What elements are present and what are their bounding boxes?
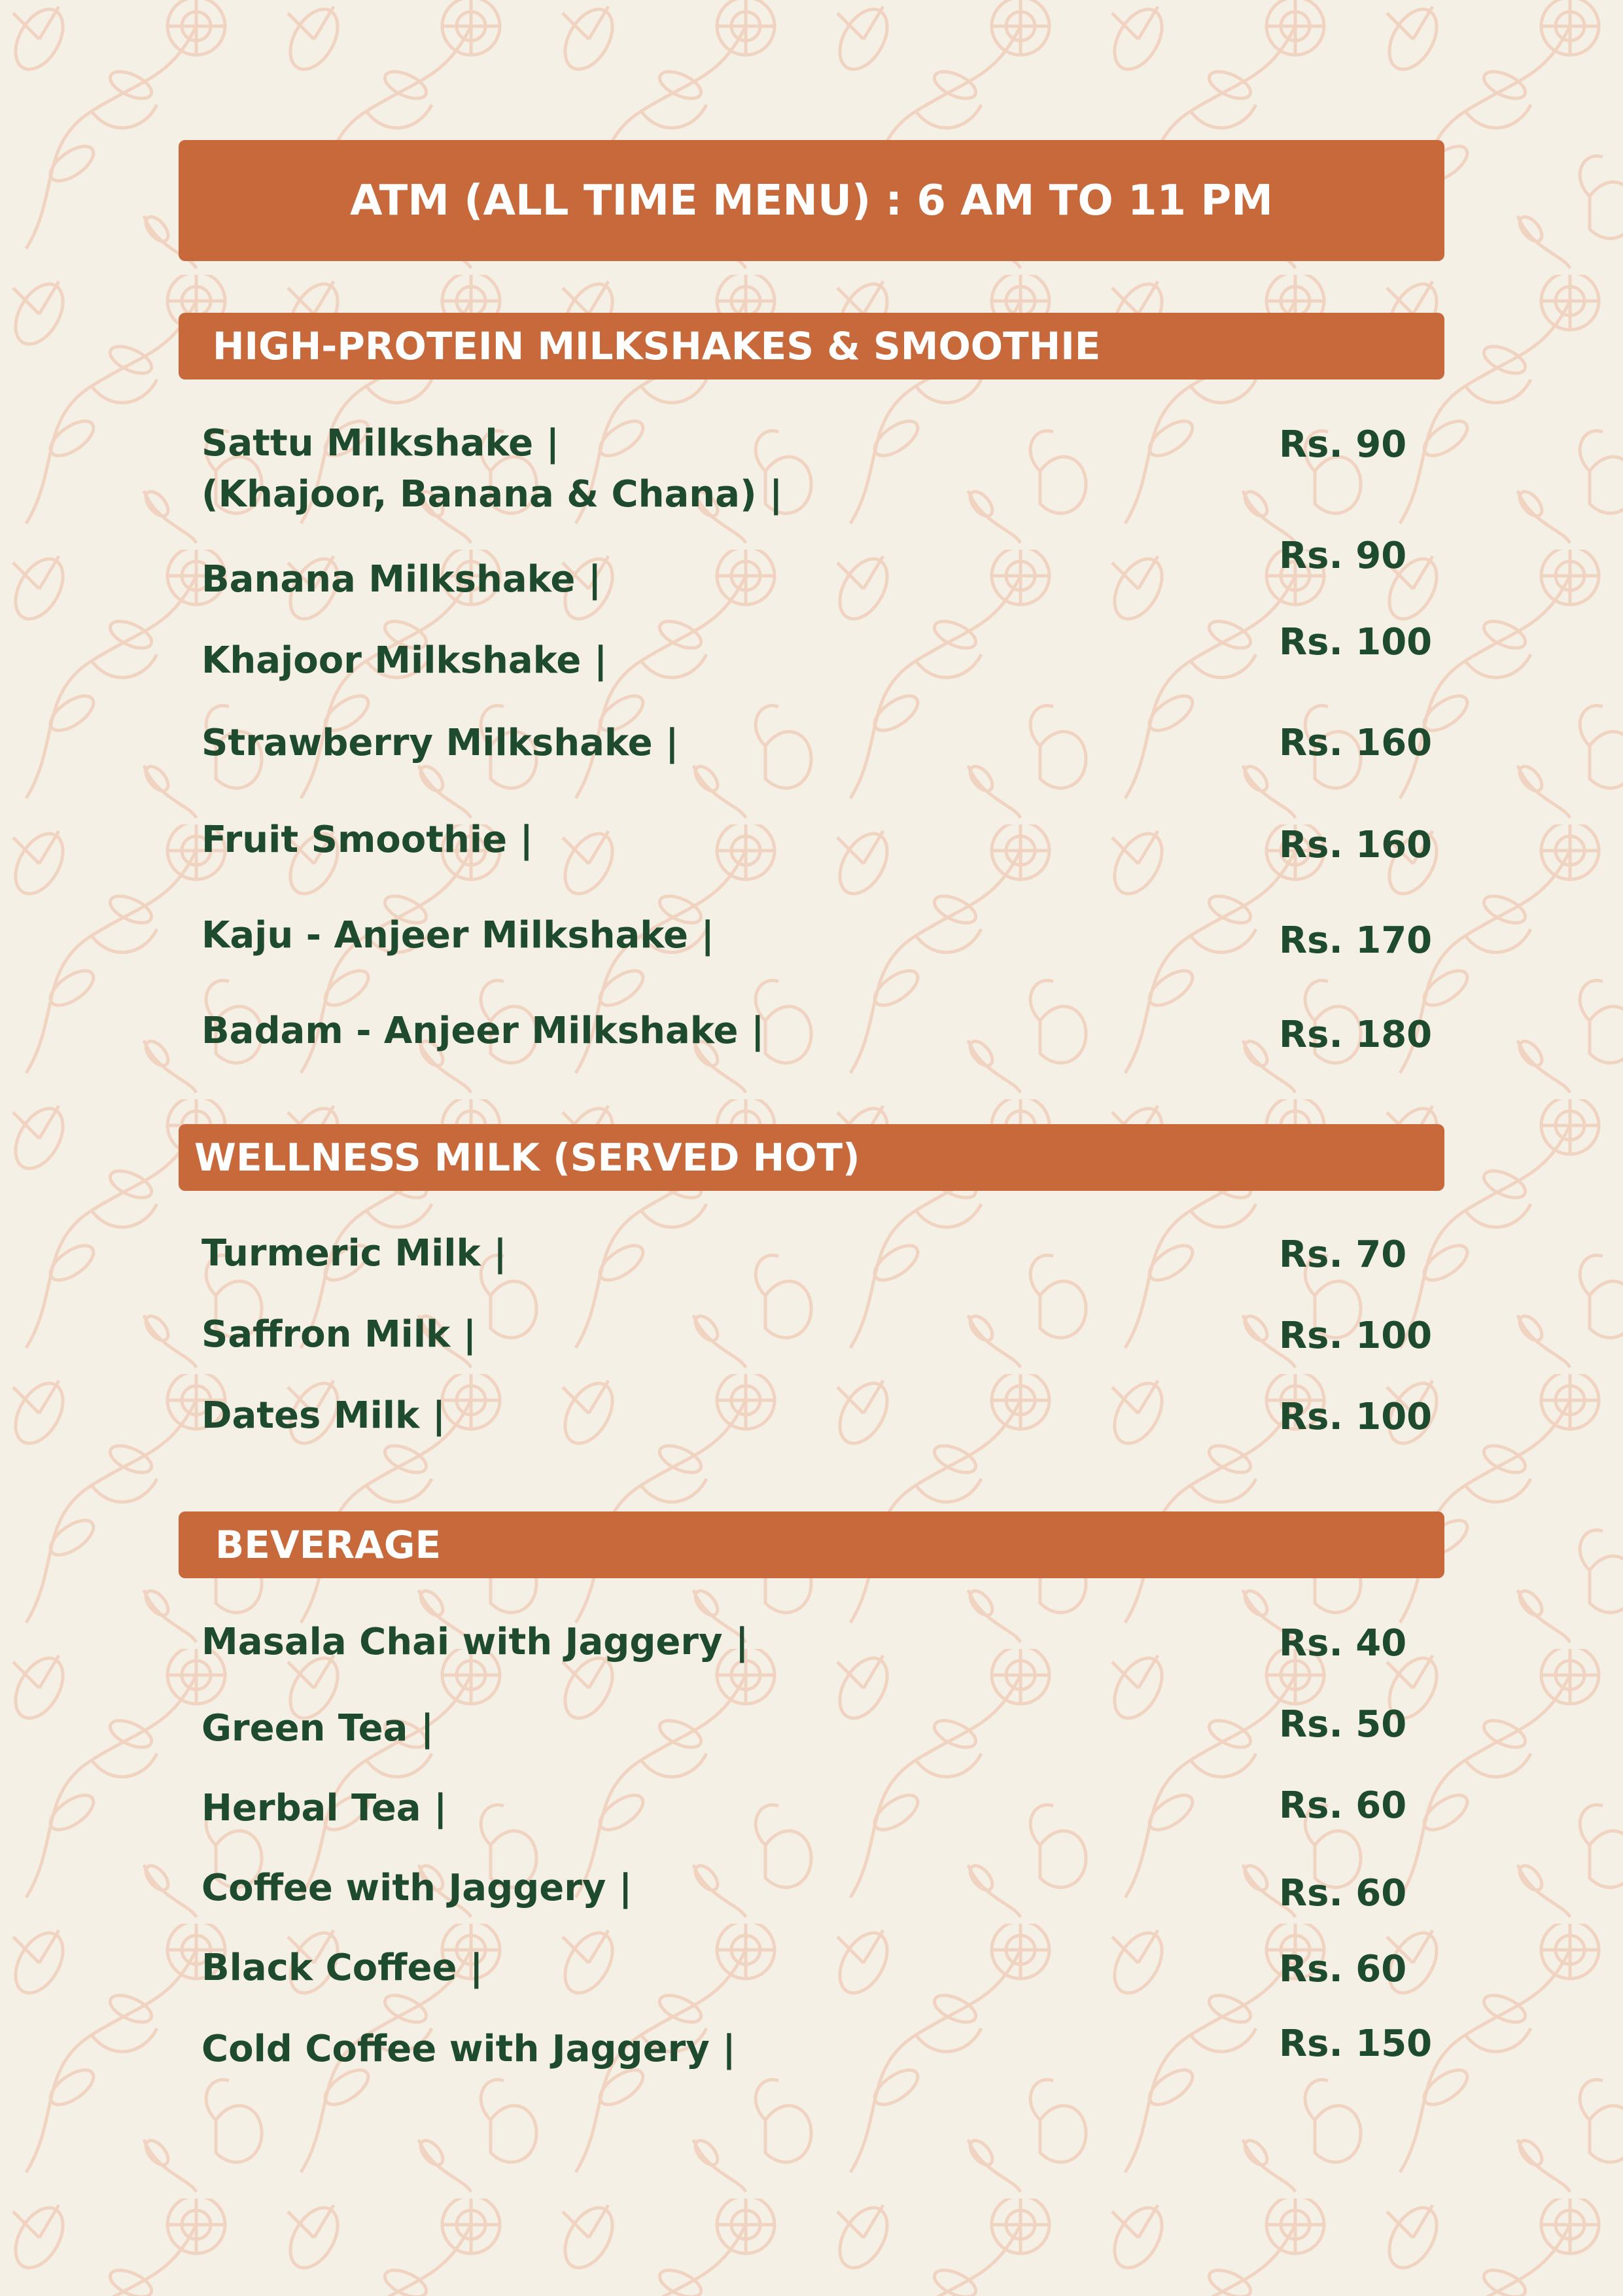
menu-title-banner <box>179 140 1444 261</box>
menu-item-price: Rs. 40 <box>1279 1622 1407 1665</box>
menu-item-price: Rs. 180 <box>1279 1014 1433 1056</box>
menu-item-name: Green Tea | <box>201 1707 434 1750</box>
menu-item-price: Rs. 60 <box>1279 1784 1407 1827</box>
menu-title: ATM (ALL TIME MENU) : 6 AM TO 11 PM <box>350 176 1273 225</box>
menu-item-price: Rs. 100 <box>1279 1396 1433 1438</box>
menu-item-price: Rs. 100 <box>1279 621 1433 663</box>
menu-item-price: Rs. 50 <box>1279 1703 1407 1746</box>
menu-item-price: Rs. 100 <box>1279 1315 1433 1357</box>
menu-item-name: Saffron Milk | <box>201 1313 477 1356</box>
menu-item-name: Black Coffee | <box>201 1947 483 1989</box>
menu-item-price: Rs. 170 <box>1279 919 1433 962</box>
section-title: HIGH-PROTEIN MILKSHAKES & SMOOTHIE <box>213 324 1101 368</box>
menu-item-name: Badam - Anjeer Milkshake | <box>201 1010 765 1052</box>
menu-item-price: Rs. 90 <box>1279 535 1407 577</box>
menu-item-name: Sattu Milkshake | <box>201 422 560 465</box>
section-header-wellness-milk <box>179 1124 1444 1191</box>
menu-item-name: Dates Milk | <box>201 1394 446 1437</box>
section-title: BEVERAGE <box>215 1523 442 1567</box>
menu-item-name: Turmeric Milk | <box>201 1232 507 1275</box>
menu-item-name: Khajoor Milkshake | <box>201 639 608 682</box>
menu-item-price: Rs. 150 <box>1279 2022 1433 2065</box>
section-title: WELLNESS MILK (SERVED HOT) <box>194 1135 860 1180</box>
menu-item-price: Rs. 90 <box>1279 423 1407 466</box>
menu-item-subname: (Khajoor, Banana & Chana) | <box>201 473 783 516</box>
menu-item-name: Kaju - Anjeer Milkshake | <box>201 914 714 957</box>
menu-item-price: Rs. 60 <box>1279 1872 1407 1915</box>
menu-item-price: Rs. 160 <box>1279 722 1433 764</box>
menu-item-name: Fruit Smoothie | <box>201 819 534 861</box>
section-header-milkshakes <box>179 313 1444 380</box>
menu-item-name: Herbal Tea | <box>201 1787 447 1829</box>
menu-item-price: Rs. 60 <box>1279 1948 1407 1990</box>
menu-item-name: Coffee with Jaggery | <box>201 1867 633 1909</box>
menu-item-name: Strawberry Milkshake | <box>201 722 679 764</box>
menu-item-name: Cold Coffee with Jaggery | <box>201 2028 736 2070</box>
menu-item-name: Banana Milkshake | <box>201 558 602 601</box>
menu-item-name: Masala Chai with Jaggery | <box>201 1621 749 1663</box>
menu-item-price: Rs. 160 <box>1279 824 1433 866</box>
section-header-beverage <box>179 1511 1444 1578</box>
menu-item-price: Rs. 70 <box>1279 1233 1407 1276</box>
